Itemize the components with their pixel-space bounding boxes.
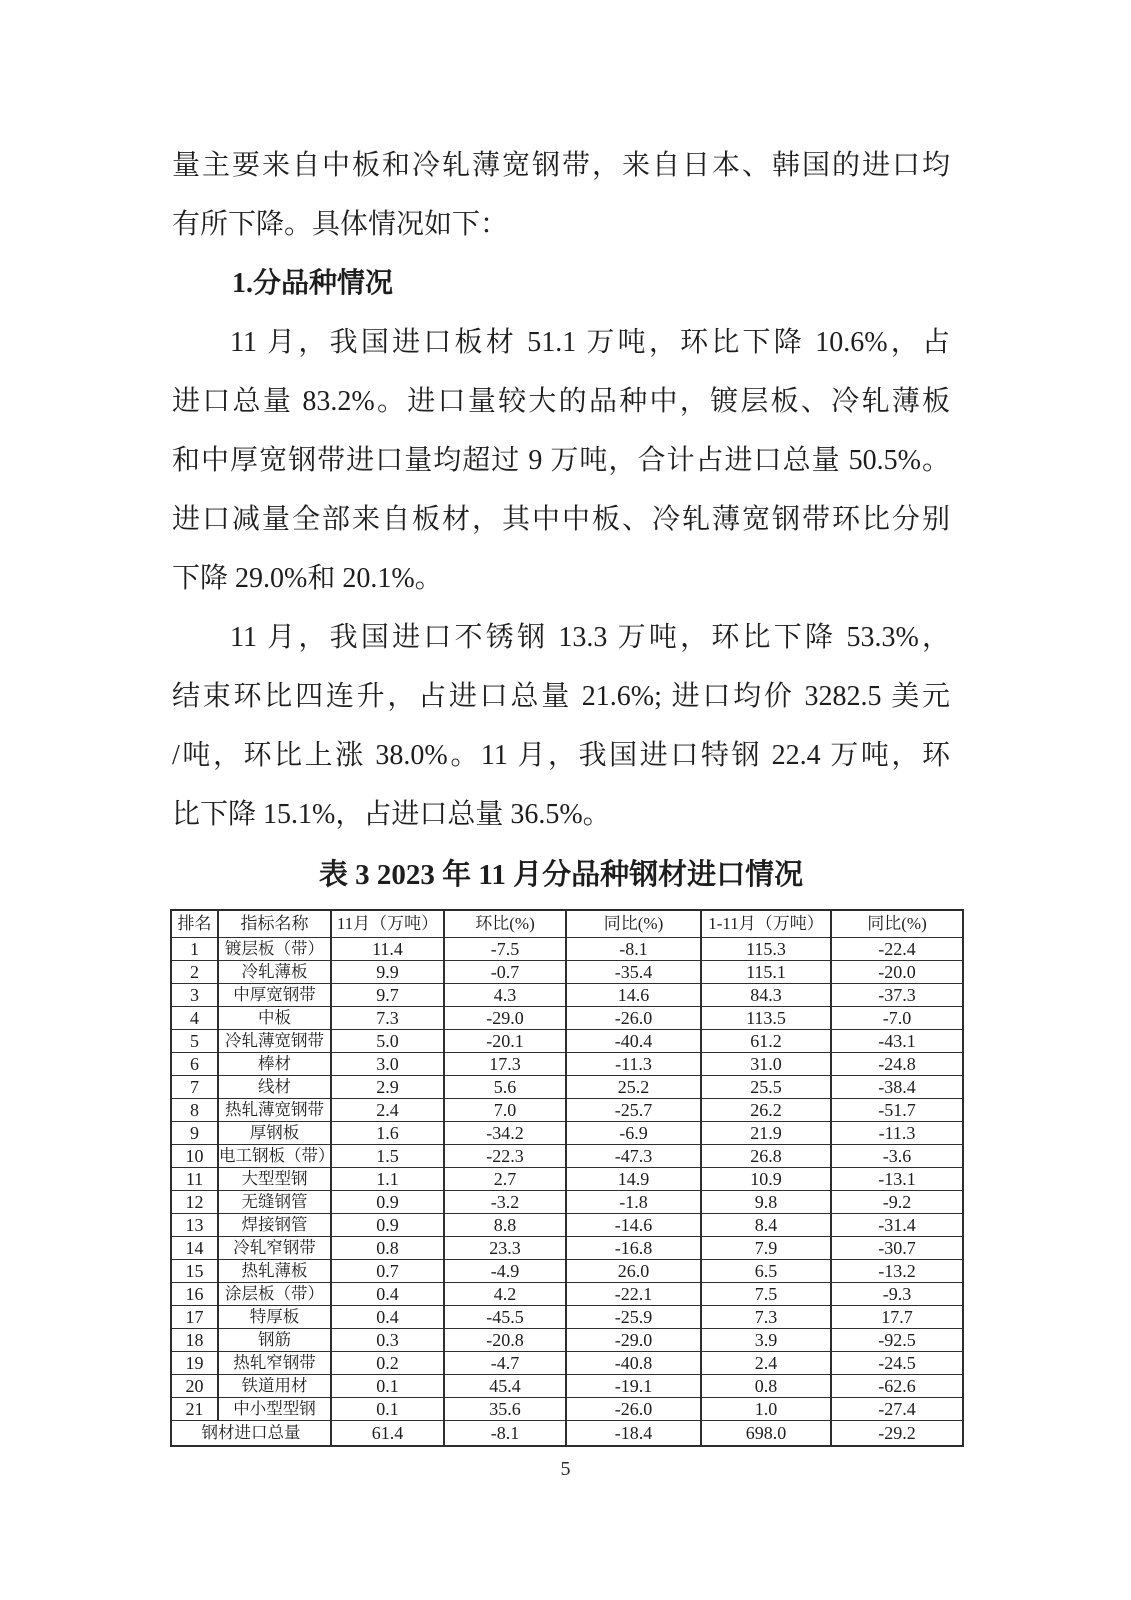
value-cell: -20.0 [831,961,963,984]
value-cell: -31.4 [831,1214,963,1237]
rank-cell: 12 [171,1191,218,1214]
table-row [171,1122,963,1145]
value-cell: 8.8 [444,1214,566,1237]
value-cell: -27.4 [831,1398,963,1421]
rank-cell: 5 [171,1030,218,1053]
value-cell: -24.8 [831,1053,963,1076]
rank-cell: 16 [171,1283,218,1306]
value-cell: -13.1 [831,1168,963,1191]
value-cell: -43.1 [831,1030,963,1053]
value-cell: 0.1 [331,1398,444,1421]
value-cell: -8.1 [566,938,701,961]
text-line: 进口减量全部来自板材，其中中板、冷轧薄宽钢带环比分别 [172,504,950,535]
value-cell: 1.5 [331,1145,444,1168]
value-cell: 0.2 [331,1352,444,1375]
rank-cell: 2 [171,961,218,984]
value-cell: 0.7 [331,1260,444,1283]
rank-cell: 3 [171,984,218,1007]
value-cell: -25.7 [566,1099,701,1122]
table-row [171,1168,963,1191]
indicator-name-cell: 无缝钢管 [218,1191,331,1214]
value-cell: -4.9 [444,1260,566,1283]
rank-cell: 10 [171,1145,218,1168]
value-cell: 26.0 [566,1260,701,1283]
value-cell: 9.7 [331,984,444,1007]
value-cell: -37.3 [831,984,963,1007]
value-cell: 11.4 [331,938,444,961]
paragraph-stainless-imports [172,608,950,844]
indicator-name-cell: 厚钢板 [218,1122,331,1145]
indicator-name-cell: 镀层板（带） [218,938,331,961]
value-cell: -40.8 [566,1352,701,1375]
value-cell: 61.2 [701,1030,831,1053]
value-cell: -40.4 [566,1030,701,1053]
value-cell: 115.3 [701,938,831,961]
value-cell: -11.3 [831,1122,963,1145]
value-cell: -47.3 [566,1145,701,1168]
column-header: 环比(%) [444,910,566,938]
value-cell: 0.9 [331,1214,444,1237]
value-cell: 9.8 [701,1191,831,1214]
table-row [171,1283,963,1306]
value-cell: 84.3 [701,984,831,1007]
table-row [171,1398,963,1421]
column-header: 排名 [171,910,218,938]
text-line: 和中厚宽钢带进口量均超过 9 万吨，合计占进口总量 50.5%。 [172,445,950,476]
rank-cell: 1 [171,938,218,961]
value-cell: -25.9 [566,1306,701,1329]
value-cell: -7.0 [831,1007,963,1030]
value-cell: 7.3 [331,1007,444,1030]
value-cell: -34.2 [444,1122,566,1145]
value-cell: -13.2 [831,1260,963,1283]
table-row [171,1214,963,1237]
indicator-name-cell: 中厚宽钢带 [218,984,331,1007]
value-cell: 0.9 [331,1191,444,1214]
table-row [171,1306,963,1329]
indicator-name-cell: 冷轧窄钢带 [218,1237,331,1260]
value-cell: -45.5 [444,1306,566,1329]
value-cell: -6.9 [566,1122,701,1145]
value-cell: 31.0 [701,1053,831,1076]
table-row [171,1007,963,1030]
value-cell: 5.0 [331,1030,444,1053]
rank-cell: 14 [171,1237,218,1260]
value-cell: -4.7 [444,1352,566,1375]
value-cell: -26.0 [566,1398,701,1421]
value-cell: -20.1 [444,1030,566,1053]
value-cell: -19.1 [566,1375,701,1398]
value-cell: 3.0 [331,1053,444,1076]
indicator-name-cell: 热轧薄宽钢带 [218,1099,331,1122]
table-row [171,1053,963,1076]
value-cell: 0.1 [331,1375,444,1398]
value-cell: 25.2 [566,1076,701,1099]
table-total-row [171,1421,963,1447]
value-cell: 4.3 [444,984,566,1007]
value-cell: -62.6 [831,1375,963,1398]
indicator-name-cell: 冷轧薄宽钢带 [218,1030,331,1053]
indicator-name-cell: 中小型型钢 [218,1398,331,1421]
rank-cell: 18 [171,1329,218,1352]
text-line: 比下降 15.1%，占进口总量 36.5%。 [172,799,611,830]
value-cell: 7.9 [701,1237,831,1260]
value-cell: 4.2 [444,1283,566,1306]
indicator-name-cell: 热轧薄板 [218,1260,331,1283]
table-row [171,984,963,1007]
total-value-cell: -18.4 [566,1421,701,1447]
rank-cell: 9 [171,1122,218,1145]
table-row [171,1099,963,1122]
rank-cell: 20 [171,1375,218,1398]
paragraph-plate-imports [172,313,950,608]
value-cell: 10.9 [701,1168,831,1191]
indicator-name-cell: 铁道用材 [218,1375,331,1398]
paragraph-intro [172,136,950,254]
total-label-cell: 钢材进口总量 [171,1421,331,1447]
indicator-name-cell: 热轧窄钢带 [218,1352,331,1375]
page-number: 5 [560,1458,571,1480]
table-row [171,1352,963,1375]
rank-cell: 4 [171,1007,218,1030]
value-cell: 21.9 [701,1122,831,1145]
value-cell: 3.9 [701,1329,831,1352]
value-cell: -14.6 [566,1214,701,1237]
indicator-name-cell: 大型型钢 [218,1168,331,1191]
rank-cell: 6 [171,1053,218,1076]
value-cell: -51.7 [831,1099,963,1122]
column-header: 同比(%) [566,910,701,938]
value-cell: -0.7 [444,961,566,984]
indicator-name-cell: 钢筋 [218,1329,331,1352]
table-row [171,1260,963,1283]
indicator-name-cell: 特厚板 [218,1306,331,1329]
value-cell: -7.5 [444,938,566,961]
table-row [171,1237,963,1260]
table-body [171,938,963,1447]
value-cell: -16.8 [566,1237,701,1260]
value-cell: -22.4 [831,938,963,961]
value-cell: -3.6 [831,1145,963,1168]
indicator-name-cell: 电工钢板（带） [218,1145,331,1168]
value-cell: -35.4 [566,961,701,984]
value-cell: 14.9 [566,1168,701,1191]
rank-cell: 11 [171,1168,218,1191]
value-cell: 23.3 [444,1237,566,1260]
table-row [171,1145,963,1168]
total-value-cell: 61.4 [331,1421,444,1447]
value-cell: -20.8 [444,1329,566,1352]
value-cell: 5.6 [444,1076,566,1099]
column-header: 指标名称 [218,910,331,938]
indicator-name-cell: 冷轧薄板 [218,961,331,984]
text-line: 11 月，我国进口不锈钢 13.3 万吨，环比下降 53.3%， [230,622,950,653]
value-cell: 26.2 [701,1099,831,1122]
value-cell: 1.0 [701,1398,831,1421]
column-header: 11月（万吨） [331,910,444,938]
indicator-name-cell: 焊接钢管 [218,1214,331,1237]
table-row [171,1191,963,1214]
rank-cell: 13 [171,1214,218,1237]
value-cell: 14.6 [566,984,701,1007]
value-cell: 2.9 [331,1076,444,1099]
value-cell: 1.1 [331,1168,444,1191]
value-cell: 2.7 [444,1168,566,1191]
rank-cell: 7 [171,1076,218,1099]
indicator-name-cell: 棒材 [218,1053,331,1076]
table-header-row [171,910,963,938]
text-line: 结束环比四连升，占进口总量 21.6%; 进口均价 3282.5 美元 [172,681,950,712]
column-header: 1-11月（万吨） [701,910,831,938]
value-cell: -22.3 [444,1145,566,1168]
total-value-cell: -8.1 [444,1421,566,1447]
value-cell: 26.8 [701,1145,831,1168]
rank-cell: 19 [171,1352,218,1375]
indicator-name-cell: 涂层板（带） [218,1283,331,1306]
value-cell: 25.5 [701,1076,831,1099]
value-cell: 45.4 [444,1375,566,1398]
value-cell: -24.5 [831,1352,963,1375]
value-cell: 115.1 [701,961,831,984]
value-cell: 0.4 [331,1306,444,1329]
value-cell: 113.5 [701,1007,831,1030]
value-cell: 17.7 [831,1306,963,1329]
rank-cell: 8 [171,1099,218,1122]
total-value-cell: -29.2 [831,1421,963,1447]
value-cell: -9.2 [831,1191,963,1214]
value-cell: 2.4 [331,1099,444,1122]
table-title: 表 3 2023 年 11 月分品种钢材进口情况 [318,859,804,891]
steel-import-table [170,909,964,1447]
text-line: 有所下降。具体情况如下： [172,209,509,240]
value-cell: -1.8 [566,1191,701,1214]
value-cell: 17.3 [444,1053,566,1076]
table-row [171,961,963,984]
value-cell: -92.5 [831,1329,963,1352]
total-value-cell: 698.0 [701,1421,831,1447]
value-cell: 6.5 [701,1260,831,1283]
indicator-name-cell: 线材 [218,1076,331,1099]
text-line: /吨，环比上涨 38.0%。11 月，我国进口特钢 22.4 万吨，环 [172,740,950,771]
table-row [171,1375,963,1398]
body-text [172,136,950,844]
value-cell: 7.0 [444,1099,566,1122]
text-line: 下降 29.0%和 20.1%。 [172,563,443,594]
text-line: 量主要来自中板和冷轧薄宽钢带，来自日本、韩国的进口均 [172,150,950,181]
value-cell: 7.3 [701,1306,831,1329]
value-cell: 9.9 [331,961,444,984]
value-cell: 1.6 [331,1122,444,1145]
value-cell: -38.4 [831,1076,963,1099]
column-header: 同比(%) [831,910,963,938]
table-row [171,1030,963,1053]
table-row [171,1076,963,1099]
value-cell: -29.0 [566,1329,701,1352]
rank-cell: 17 [171,1306,218,1329]
text-line: 进口总量 83.2%。进口量较大的品种中，镀层板、冷轧薄板 [172,386,950,417]
section-heading: 1.分品种情况 [232,268,394,299]
value-cell: -26.0 [566,1007,701,1030]
value-cell: 8.4 [701,1214,831,1237]
indicator-name-cell: 中板 [218,1007,331,1030]
table-row [171,938,963,961]
text-line: 11 月，我国进口板材 51.1 万吨，环比下降 10.6%，占 [230,327,950,358]
value-cell: 7.5 [701,1283,831,1306]
value-cell: 0.4 [331,1283,444,1306]
table-row [171,1329,963,1352]
rank-cell: 15 [171,1260,218,1283]
value-cell: -22.1 [566,1283,701,1306]
value-cell: -3.2 [444,1191,566,1214]
value-cell: 35.6 [444,1398,566,1421]
value-cell: 2.4 [701,1352,831,1375]
value-cell: -11.3 [566,1053,701,1076]
value-cell: 0.8 [331,1237,444,1260]
value-cell: -9.3 [831,1283,963,1306]
value-cell: 0.3 [331,1329,444,1352]
value-cell: -30.7 [831,1237,963,1260]
value-cell: -29.0 [444,1007,566,1030]
rank-cell: 21 [171,1398,218,1421]
value-cell: 0.8 [701,1375,831,1398]
